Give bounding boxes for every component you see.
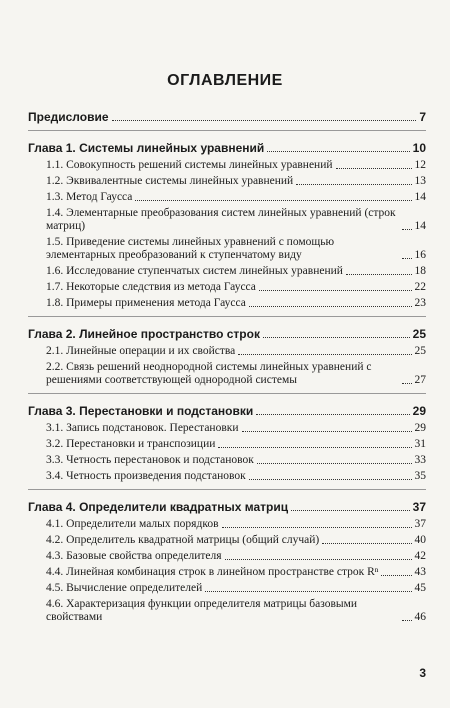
toc-chapters — [28, 130, 426, 624]
toc-section-page: 23 — [414, 297, 426, 309]
toc-section-page: 14 — [414, 220, 426, 232]
toc-section[interactable] — [28, 175, 426, 188]
leader-dots — [402, 620, 412, 621]
leader-dots — [205, 591, 411, 592]
toc-chapter[interactable] — [28, 141, 426, 155]
leader-dots — [267, 151, 409, 152]
toc-section-label: 4.2. Определитель квадратной матрицы (общий случай) — [46, 534, 320, 546]
leader-dots — [222, 527, 412, 528]
toc-section[interactable] — [28, 582, 426, 595]
toc-section[interactable] — [28, 345, 426, 358]
toc-section-label: 4.5. Вычисление определителей — [46, 582, 203, 594]
toc-chapter[interactable] — [28, 500, 426, 514]
leader-dots — [259, 290, 412, 291]
toc-section-page: 42 — [414, 550, 426, 562]
toc-preface-page: 7 — [419, 110, 426, 124]
toc-section[interactable] — [28, 438, 426, 451]
toc-chapter[interactable] — [28, 327, 426, 341]
leader-dots — [135, 200, 411, 201]
leader-dots — [291, 510, 410, 511]
toc-section-page: 46 — [414, 611, 426, 623]
toc-section-label: 3.3. Четность перестановок и подстановок — [46, 454, 254, 466]
leader-dots — [238, 354, 411, 355]
toc-section-page: 18 — [414, 265, 426, 277]
toc-section-page: 35 — [414, 470, 426, 482]
toc-section-label: 4.4. Линейная комбинация строк в линейном пространстве строк Rⁿ — [46, 566, 379, 578]
toc-section-label: 1.4. Элементарные преобразования систем линейных уравнений (строк матриц) — [46, 207, 396, 232]
leader-dots — [322, 543, 411, 544]
toc-section-label: 2.2. Связь решений неоднородной системы линейных уравнений с решениями соответствующей однородной системы — [46, 361, 372, 386]
toc-section-page: 25 — [414, 345, 426, 357]
toc-section[interactable] — [28, 297, 426, 310]
toc-section-label: 1.1. Совокупность решений системы линейных уравнений — [46, 159, 333, 171]
toc-chapter-page: 29 — [412, 404, 426, 418]
toc-section-label: 1.6. Исследование ступенчатых систем линейных уравнений — [46, 265, 343, 277]
leader-dots — [296, 184, 411, 185]
toc-section[interactable] — [28, 236, 426, 262]
divider — [28, 316, 426, 317]
toc-preface[interactable] — [28, 110, 426, 124]
toc-section-label: 4.1. Определители малых порядков — [46, 518, 219, 530]
toc-section[interactable] — [28, 518, 426, 531]
toc-chapter-label: Глава 2. Линейное пространство строк — [28, 327, 260, 341]
toc-preface-label: Предисловие — [28, 110, 109, 124]
toc-section-page: 45 — [414, 582, 426, 594]
toc-section-page: 37 — [414, 518, 426, 530]
toc-section-page: 31 — [414, 438, 426, 450]
page-title: ОГЛАВЛЕНИЕ — [167, 72, 283, 89]
leader-dots — [256, 414, 409, 415]
toc-section[interactable] — [28, 191, 426, 204]
toc-section-page: 14 — [414, 191, 426, 203]
toc-section-label: 1.5. Приведение системы линейных уравнений с помощью элементарных преобразований к ступенчатому виду — [46, 236, 335, 261]
toc-chapter[interactable] — [28, 404, 426, 418]
toc-section[interactable] — [28, 281, 426, 294]
leader-dots — [249, 306, 412, 307]
bleed-through-text — [0, 0, 450, 70]
leader-dots — [242, 431, 412, 432]
leader-dots — [218, 447, 411, 448]
toc-section[interactable] — [28, 422, 426, 435]
toc-section[interactable] — [28, 598, 426, 624]
toc-section-label: 2.1. Линейные операции и их свойства — [46, 345, 236, 357]
toc-section[interactable] — [28, 550, 426, 563]
toc-section-page: 29 — [414, 422, 426, 434]
toc-chapter-label: Глава 1. Системы линейных уравнений — [28, 141, 265, 155]
toc-section-label: 4.3. Базовые свойства определителя — [46, 550, 222, 562]
toc-section-page: 33 — [414, 454, 426, 466]
toc-section[interactable] — [28, 265, 426, 278]
leader-dots — [257, 463, 412, 464]
leader-dots — [225, 559, 412, 560]
table-of-contents — [28, 110, 426, 627]
toc-chapter-label: Глава 3. Перестановки и подстановки — [28, 404, 254, 418]
toc-chapter-page: 25 — [412, 327, 426, 341]
toc-section-page: 22 — [414, 281, 426, 293]
toc-section[interactable] — [28, 159, 426, 172]
toc-section[interactable] — [28, 454, 426, 467]
leader-dots — [112, 120, 417, 121]
leader-dots — [381, 575, 411, 576]
leader-dots — [263, 337, 410, 338]
toc-section-label: 1.2. Эквивалентные системы линейных уравнений — [46, 175, 294, 187]
toc-section-page: 16 — [414, 249, 426, 261]
leader-dots — [402, 383, 412, 384]
leader-dots — [402, 229, 412, 230]
leader-dots — [249, 479, 412, 480]
toc-section-label: 3.1. Запись подстановок. Перестановки — [46, 422, 239, 434]
leader-dots — [346, 274, 412, 275]
toc-section-page: 12 — [414, 159, 426, 171]
toc-chapter-label: Глава 4. Определители квадратных матриц — [28, 500, 289, 514]
toc-section[interactable] — [28, 534, 426, 547]
page-number: 3 — [419, 666, 426, 680]
toc-section-page: 13 — [414, 175, 426, 187]
toc-section-label: 4.6. Характеризация функции определителя матрицы базовыми свойствами — [46, 598, 358, 623]
toc-section-label: 1.7. Некоторые следствия из метода Гаусса — [46, 281, 256, 293]
leader-dots — [336, 168, 412, 169]
toc-section-page: 43 — [414, 566, 426, 578]
toc-section-page: 27 — [414, 374, 426, 386]
toc-section-label: 3.2. Перестановки и транспозиции — [46, 438, 216, 450]
toc-section-page: 40 — [414, 534, 426, 546]
toc-section[interactable] — [28, 566, 426, 579]
toc-chapter-page: 37 — [412, 500, 426, 514]
leader-dots — [402, 258, 412, 259]
toc-section-label: 1.8. Примеры применения метода Гаусса — [46, 297, 246, 309]
toc-section[interactable] — [28, 207, 426, 233]
toc-section[interactable] — [28, 470, 426, 483]
toc-section-label: 1.3. Метод Гаусса — [46, 191, 133, 203]
toc-section[interactable] — [28, 361, 426, 387]
toc-chapter-page: 10 — [412, 141, 426, 155]
divider — [28, 489, 426, 490]
toc-section-label: 3.4. Четность произведения подстановок — [46, 470, 246, 482]
divider — [28, 130, 426, 131]
divider — [28, 393, 426, 394]
